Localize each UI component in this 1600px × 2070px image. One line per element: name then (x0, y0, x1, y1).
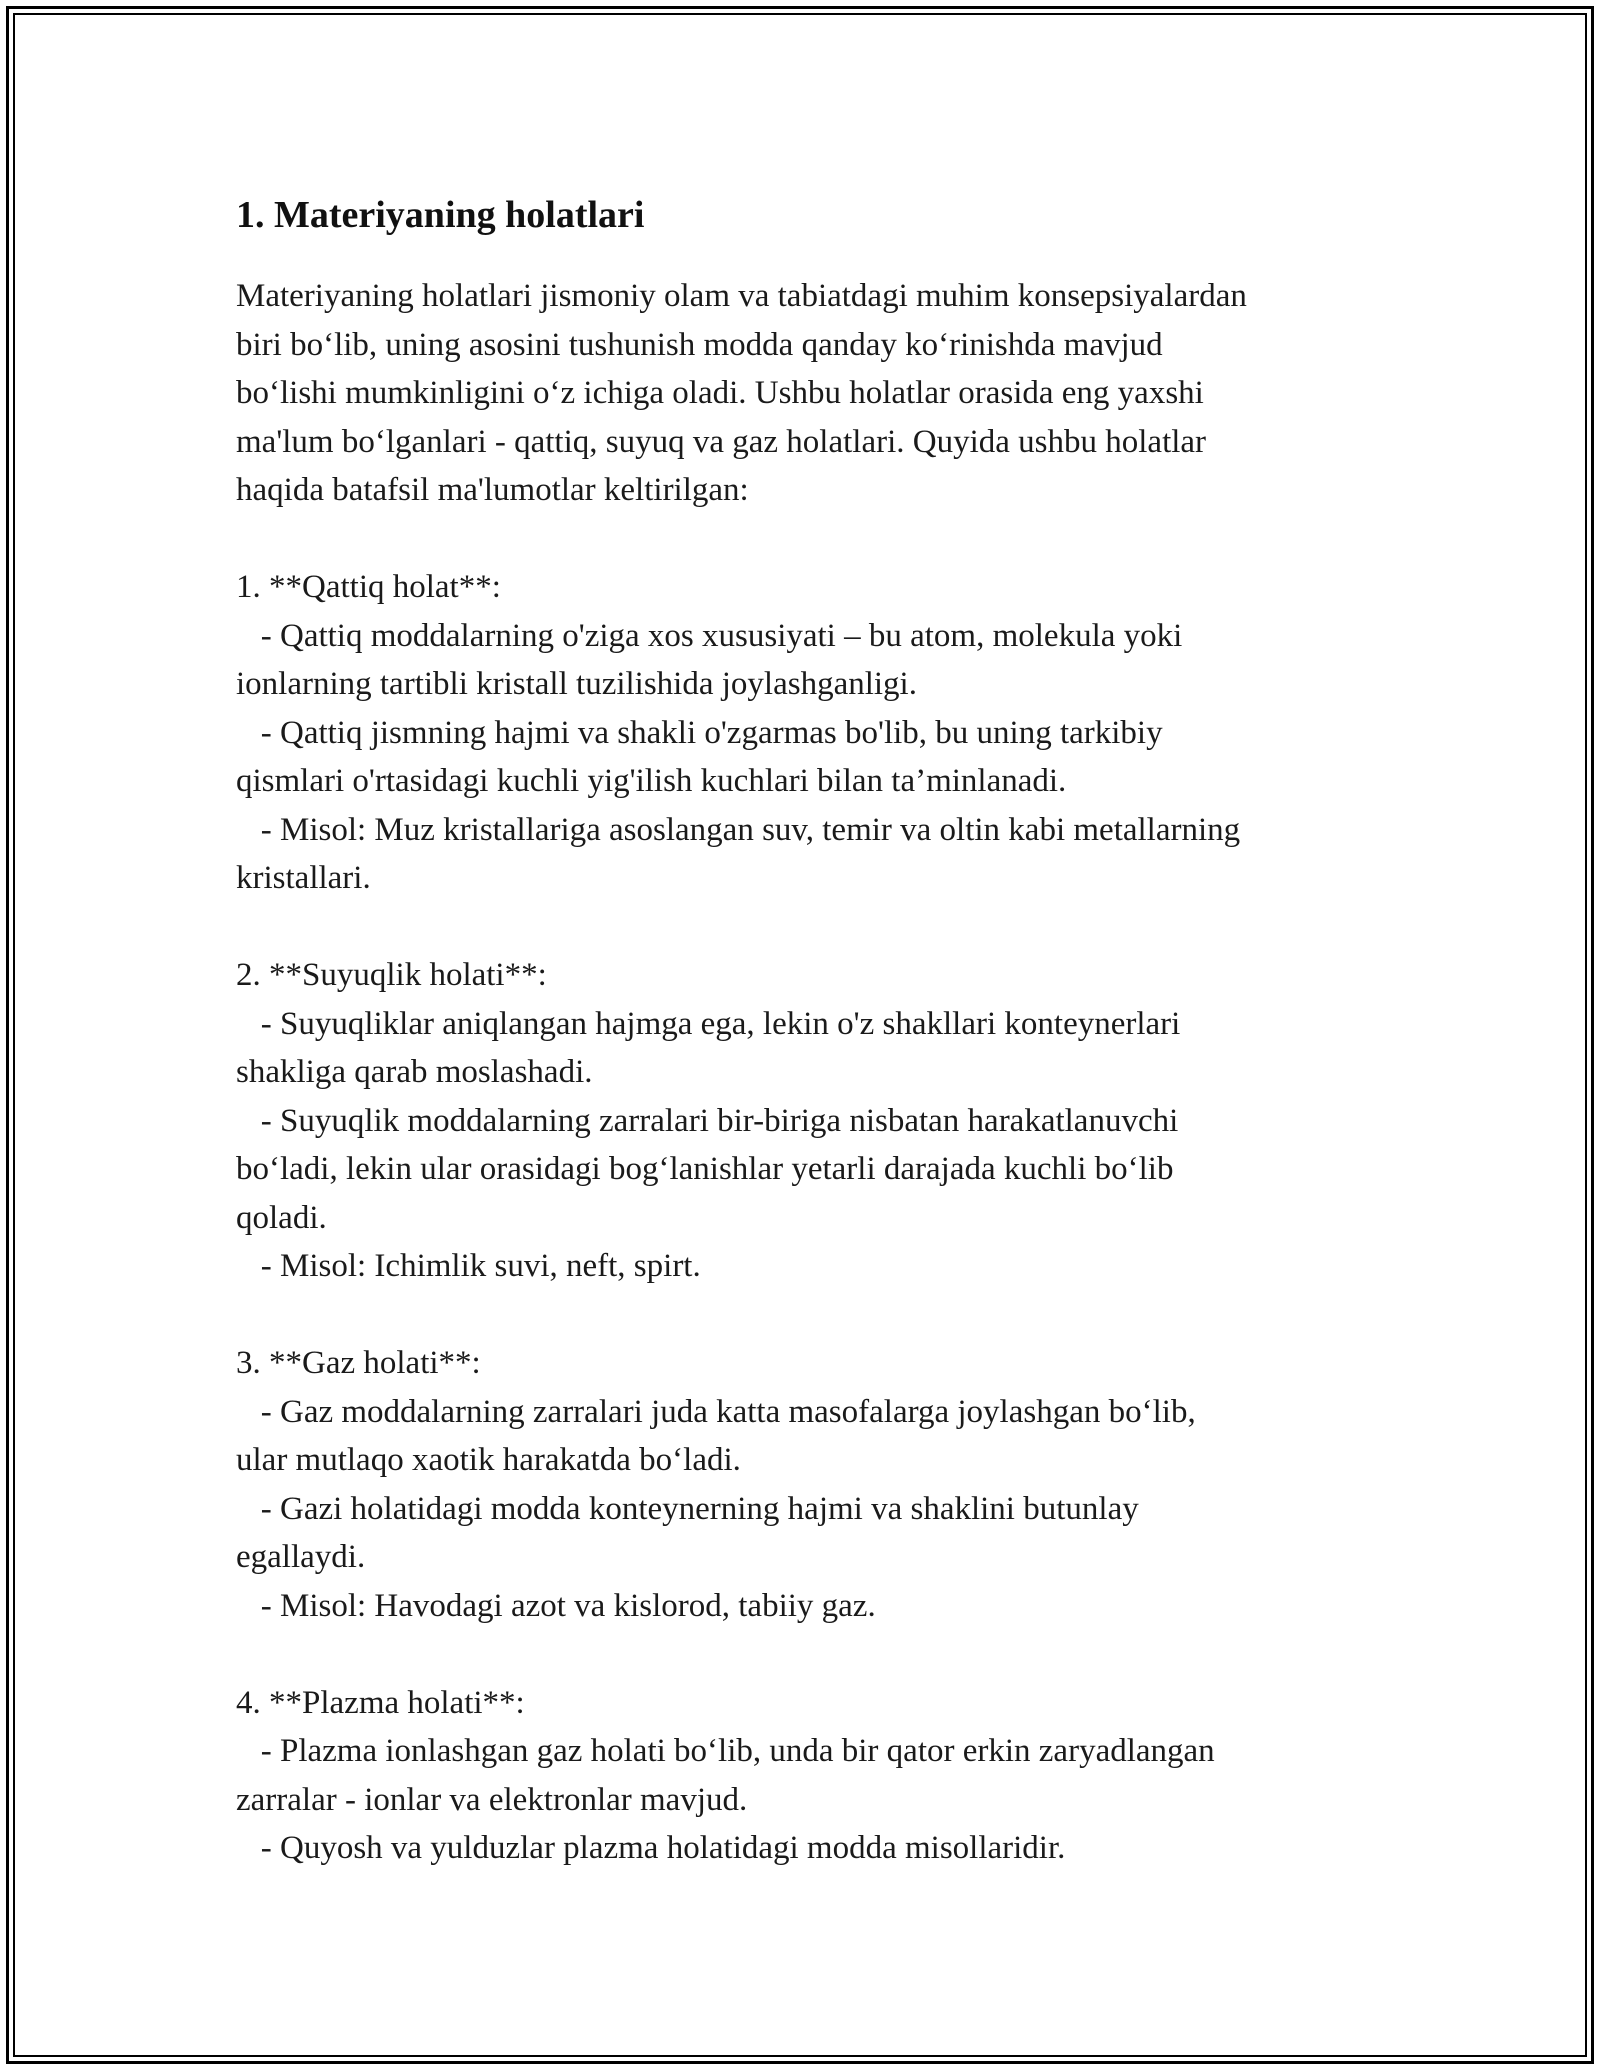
document-content (236, 188, 1416, 1873)
section-heading: 1. Materiyaning holatlari (236, 194, 645, 236)
section-body-text: Materiyaning holatlari jismoniy olam va tabiatdagi muhim konsepsiyalardan biri bo‘lib, uning asosini tushunish modda qanday ko‘rinishda mavjud bo‘lishi mumkinligini o‘z ichiga oladi. Ushbu holatlar orasida eng yaxshi ma'lum bo‘lganlari - qattiq, suyuq va gaz holatlari. Quyida ushbu holatlar haqida batafsil ma'lumotlar keltirilgan: 1. **Qattiq holat**: - Qattiq moddalarning o'ziga xos xususiyati – bu atom, molekula yoki ionlarning tartibli kristall tuzilishida joylashganligi. - Qattiq jismning hajmi va shakli o'zgarmas bo'lib, bu uning tarkibiy qismlari o'rtasidagi kuchli yig'ilish kuchlari bilan ta’minlanadi. - Misol: Muz kristallariga asoslangan suv, temir va oltin kabi metallarning kristallari. 2. **Suyuqlik holati**: - Suyuqliklar aniqlangan hajmga ega, lekin o'z shakllari konteynerlari shakliga qarab moslashadi. - Suyuqlik moddalarning zarralari bir-biriga nisbatan harakatlanuvchi bo‘ladi, lekin ular orasidagi bog‘lanishlar yetarli darajada kuchli bo‘lib qoladi. - Misol: Ichimlik suvi, neft, spirt. 3. **Gaz holati**: - Gaz moddalarning zarralari juda katta masofalarga joylashgan bo‘lib, ular mutlaqo xaotik harakatda bo‘ladi. - Gazi holatidagi modda konteynerning hajmi va shaklini butunlay egallaydi. - Misol: Havodagi azot va kislorod, tabiiy gaz. 4. **Plazma holati**: - Plazma ionlashgan gaz holati bo‘lib, unda bir qator erkin zaryadlangan zarralar - ionlar va elektronlar mavjud. - Quyosh va yulduzlar plazma holatidagi modda misollaridir. (236, 278, 1247, 1866)
